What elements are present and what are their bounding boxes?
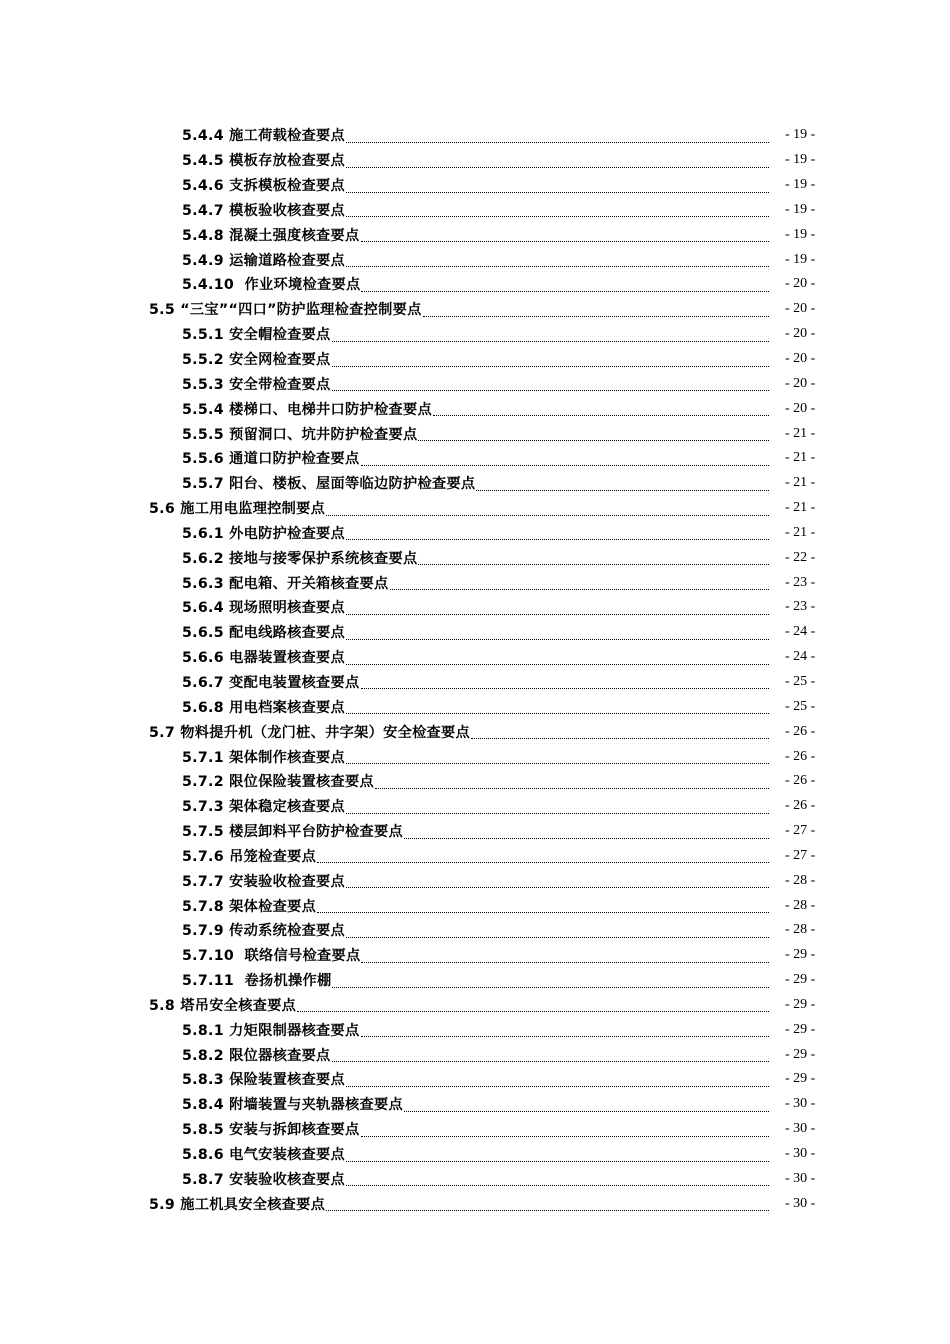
dot-leader [346, 701, 769, 714]
dot-leader [404, 1099, 769, 1112]
toc-entry-page-number: - 28 - [785, 897, 816, 913]
dot-leader [317, 900, 769, 913]
toc-entry-title: 5.6.1 外电防护检查要点 [182, 525, 346, 542]
toc-entry[interactable] [0, 446, 950, 471]
dot-leader [297, 999, 769, 1012]
toc-entry[interactable] [0, 1191, 950, 1216]
dot-leader [361, 229, 769, 242]
toc-entry[interactable] [0, 794, 950, 819]
toc-entry[interactable] [0, 670, 950, 695]
dot-leader [326, 503, 769, 516]
toc-entry-title: 5.5.6 通道口防护检查要点 [182, 451, 360, 468]
toc-entry-title: 5.7.11 卷扬机操作棚 [182, 973, 332, 990]
dot-leader [361, 1124, 769, 1137]
toc-entry-title: 5.7.10 联络信号检查要点 [182, 948, 361, 965]
toc-entry[interactable] [0, 595, 950, 620]
toc-entry-title: 5.7.1 架体制作核查要点 [182, 749, 346, 766]
dot-leader [361, 950, 769, 963]
toc-entry-page-number: - 21 - [785, 450, 816, 466]
toc-entry-title: 5.5.1 安全帽检查要点 [182, 327, 331, 344]
toc-entry[interactable] [0, 297, 950, 322]
toc-entry-title: 5.6.6 电器装置核查要点 [182, 650, 346, 667]
dot-leader [361, 453, 769, 466]
dot-leader [346, 875, 769, 888]
toc-entry-title: 5.4.4 施工荷载检查要点 [182, 128, 346, 145]
toc-entry-title: 5.7.6 吊笼检查要点 [182, 848, 317, 865]
toc-entry[interactable] [0, 545, 950, 570]
toc-entry-page-number: - 19 - [785, 127, 816, 143]
toc-entry[interactable] [0, 222, 950, 247]
toc-entry-page-number: - 19 - [785, 201, 816, 217]
toc-entry[interactable] [0, 421, 950, 446]
dot-leader [361, 279, 769, 292]
dot-leader [332, 354, 769, 367]
toc-entry-title: 5.4.5 模板存放检查要点 [182, 153, 346, 170]
toc-entry-page-number: - 29 - [785, 947, 816, 963]
toc-entry-page-number: - 29 - [785, 996, 816, 1012]
toc-entry[interactable] [0, 645, 950, 670]
toc-entry-page-number: - 30 - [785, 1195, 816, 1211]
toc-entry-page-number: - 19 - [785, 251, 816, 267]
toc-entry[interactable] [0, 570, 950, 595]
dot-leader [346, 925, 769, 938]
toc-entry[interactable] [0, 719, 950, 744]
dot-leader [361, 1024, 769, 1037]
toc-entry-title: 5.5.3 安全带检查要点 [182, 376, 331, 393]
toc-entry-title: 5.5.7 阳台、楼板、屋面等临边防护检查要点 [182, 476, 476, 493]
toc-entry-page-number: - 24 - [785, 649, 816, 665]
toc-entry-page-number: - 20 - [785, 375, 816, 391]
dot-leader [317, 850, 769, 863]
toc-entry[interactable] [0, 694, 950, 719]
toc-entry[interactable] [0, 968, 950, 993]
dot-leader [471, 726, 769, 739]
dot-leader [346, 155, 769, 168]
toc-entry-title: 5.7.2 限位保险装置核查要点 [182, 774, 375, 791]
toc-entry[interactable] [0, 1042, 950, 1067]
toc-entry-page-number: - 26 - [785, 798, 816, 814]
toc-entry[interactable] [0, 471, 950, 496]
toc-entry-page-number: - 20 - [785, 400, 816, 416]
toc-entry-title: 5.6.5 配电线路核查要点 [182, 625, 346, 642]
dot-leader [390, 577, 770, 590]
toc-entry-page-number: - 29 - [785, 1071, 816, 1087]
toc-entry-title: 5.4.8 混凝土强度核查要点 [182, 227, 360, 244]
toc-entry[interactable] [0, 868, 950, 893]
toc-entry-title: 5.6.8 用电档案核查要点 [182, 699, 346, 716]
toc-entry-title: 5.6.4 现场照明核查要点 [182, 600, 346, 617]
toc-entry-page-number: - 28 - [785, 922, 816, 938]
toc-entry[interactable] [0, 521, 950, 546]
dot-leader [346, 602, 769, 615]
toc-entry-page-number: - 30 - [785, 1146, 816, 1162]
toc-entry-page-number: - 21 - [785, 425, 816, 441]
toc-entry-page-number: - 26 - [785, 723, 816, 739]
toc-entry[interactable] [0, 173, 950, 198]
dot-leader [346, 130, 769, 143]
dot-leader [332, 975, 769, 988]
toc-entry[interactable] [0, 123, 950, 148]
toc-entry[interactable] [0, 620, 950, 645]
dot-leader [433, 403, 769, 416]
dot-leader [346, 801, 769, 814]
toc-entry-title: 5.7.7 安装验收检查要点 [182, 873, 346, 890]
toc-entry-title: 5.6.3 配电箱、开关箱核查要点 [182, 575, 389, 592]
toc-entry-title: 5.7 物料提升机（龙门桩、井字架）安全检查要点 [149, 724, 471, 741]
toc-entry[interactable] [0, 396, 950, 421]
dot-leader [346, 627, 769, 640]
dot-leader [332, 1049, 769, 1062]
toc-entry[interactable] [0, 918, 950, 943]
dot-leader [346, 204, 769, 217]
toc-entry-title: 5.8.3 保险装置核查要点 [182, 1072, 346, 1089]
toc-entry[interactable] [0, 1117, 950, 1142]
toc-entry-page-number: - 20 - [785, 301, 816, 317]
dot-leader [361, 676, 769, 689]
dot-leader [346, 180, 769, 193]
toc-entry[interactable] [0, 347, 950, 372]
table-of-contents [0, 123, 950, 1216]
toc-entry[interactable] [0, 247, 950, 272]
toc-entry-page-number: - 29 - [785, 1021, 816, 1037]
toc-entry-title: 5.4.7 模板验收核查要点 [182, 202, 346, 219]
toc-entry-page-number: - 19 - [785, 152, 816, 168]
toc-entry-title: 5.5.2 安全网检查要点 [182, 352, 331, 369]
toc-entry-page-number: - 20 - [785, 326, 816, 342]
toc-entry-page-number: - 25 - [785, 673, 816, 689]
toc-entry[interactable] [0, 993, 950, 1018]
toc-entry-title: 5.9 施工机具安全核查要点 [149, 1196, 326, 1213]
toc-entry-title: 5.7.9 传动系统检查要点 [182, 923, 346, 940]
toc-entry[interactable] [0, 198, 950, 223]
toc-entry-title: 5.5 “三宝”“四口”防护监理检查控制要点 [149, 302, 422, 319]
dot-leader [476, 478, 769, 491]
dot-leader [418, 428, 769, 441]
toc-entry-title: 5.8.7 安装验收核查要点 [182, 1171, 346, 1188]
dot-leader [346, 254, 769, 267]
toc-entry-title: 5.7.5 楼层卸料平台防护检查要点 [182, 824, 403, 841]
toc-entry-title: 5.6 施工用电监理控制要点 [149, 501, 326, 518]
toc-entry-page-number: - 23 - [785, 599, 816, 615]
toc-entry[interactable] [0, 943, 950, 968]
toc-entry-page-number: - 29 - [785, 972, 816, 988]
toc-entry-page-number: - 19 - [785, 226, 816, 242]
toc-entry-title: 5.7.3 架体稳定核查要点 [182, 799, 346, 816]
toc-entry-page-number: - 29 - [785, 1046, 816, 1062]
dot-leader [346, 527, 769, 540]
toc-entry-page-number: - 27 - [785, 823, 816, 839]
toc-entry[interactable] [0, 1142, 950, 1167]
toc-entry-page-number: - 19 - [785, 177, 816, 193]
toc-entry-title: 5.8.6 电气安装核查要点 [182, 1147, 346, 1164]
dot-leader [346, 1149, 769, 1162]
dot-leader [332, 378, 769, 391]
toc-entry-page-number: - 20 - [785, 351, 816, 367]
dot-leader [375, 776, 769, 789]
toc-entry[interactable] [0, 371, 950, 396]
toc-entry-title: 5.7.8 架体检查要点 [182, 898, 317, 915]
toc-entry-page-number: - 30 - [785, 1170, 816, 1186]
toc-entry-page-number: - 30 - [785, 1096, 816, 1112]
dot-leader [346, 1173, 769, 1186]
toc-entry-title: 5.4.9 运输道路检查要点 [182, 252, 346, 269]
toc-entry-page-number: - 21 - [785, 500, 816, 516]
dot-leader [332, 329, 769, 342]
toc-entry-title: 5.6.7 变配电装置核查要点 [182, 674, 360, 691]
toc-entry-page-number: - 26 - [785, 748, 816, 764]
dot-leader [423, 304, 769, 317]
toc-entry-title: 5.4.10 作业环境检查要点 [182, 277, 361, 294]
toc-entry-title: 5.6.2 接地与接零保护系统核查要点 [182, 550, 418, 567]
dot-leader [346, 652, 769, 665]
toc-entry[interactable] [0, 744, 950, 769]
toc-entry-title: 5.8 塔吊安全核查要点 [149, 997, 297, 1014]
toc-entry-title: 5.5.4 楼梯口、电梯井口防护检查要点 [182, 401, 432, 418]
toc-entry-title: 5.5.5 预留洞口、坑井防护检查要点 [182, 426, 418, 443]
toc-entry-title: 5.8.1 力矩限制器核查要点 [182, 1022, 360, 1039]
toc-entry-title: 5.8.5 安装与拆卸核查要点 [182, 1122, 360, 1139]
toc-entry-page-number: - 21 - [785, 475, 816, 491]
toc-entry[interactable] [0, 496, 950, 521]
dot-leader [346, 751, 769, 764]
toc-entry[interactable] [0, 1166, 950, 1191]
toc-entry-title: 5.8.2 限位器核查要点 [182, 1047, 331, 1064]
dot-leader [418, 552, 769, 565]
toc-entry[interactable] [0, 843, 950, 868]
toc-entry-page-number: - 21 - [785, 524, 816, 540]
toc-entry[interactable] [0, 1067, 950, 1092]
toc-entry[interactable] [0, 1092, 950, 1117]
dot-leader [326, 1198, 769, 1211]
toc-entry[interactable] [0, 148, 950, 173]
toc-entry[interactable] [0, 769, 950, 794]
toc-entry-page-number: - 24 - [785, 624, 816, 640]
toc-entry[interactable] [0, 819, 950, 844]
toc-entry-page-number: - 26 - [785, 773, 816, 789]
dot-leader [346, 1074, 769, 1087]
toc-entry-page-number: - 22 - [785, 549, 816, 565]
toc-entry[interactable] [0, 272, 950, 297]
toc-entry-title: 5.8.4 附墙装置与夹轨器核查要点 [182, 1097, 403, 1114]
toc-entry-page-number: - 27 - [785, 847, 816, 863]
toc-entry[interactable] [0, 893, 950, 918]
dot-leader [404, 826, 769, 839]
toc-entry[interactable] [0, 1017, 950, 1042]
toc-entry-title: 5.4.6 支拆模板检查要点 [182, 178, 346, 195]
toc-entry-page-number: - 25 - [785, 698, 816, 714]
toc-entry-page-number: - 20 - [785, 276, 816, 292]
toc-entry-page-number: - 28 - [785, 872, 816, 888]
toc-entry[interactable] [0, 322, 950, 347]
toc-entry-page-number: - 23 - [785, 574, 816, 590]
toc-entry-page-number: - 30 - [785, 1121, 816, 1137]
